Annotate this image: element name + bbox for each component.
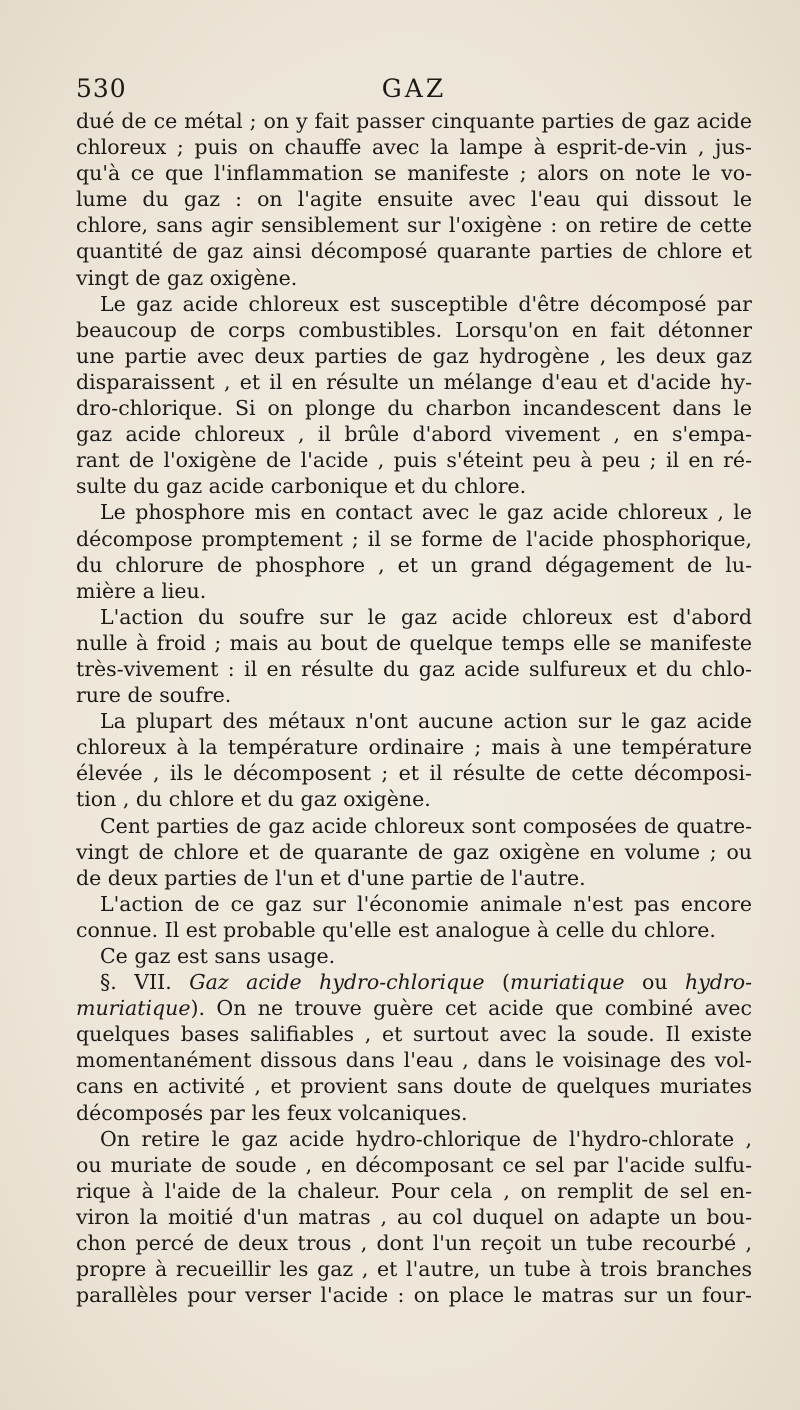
text-line: momentanément dissous dans l'eau , dans le voisinage des vol- — [76, 1048, 752, 1073]
text-line: Ce gaz est sans usage. — [100, 944, 336, 968]
text-line: viron la moitié d'un matras , au col duquel on adapte un bou- — [76, 1204, 752, 1229]
text-line: nulle à froid ; mais au bout de quelque temps elle se manifeste — [76, 630, 752, 655]
running-title: GAZ — [381, 74, 447, 103]
text-line: décomposés par les feux volcaniques. — [76, 1100, 468, 1125]
text-line: Le gaz acide chloreux est susceptible d'être décomposé par — [100, 291, 752, 316]
text-line: gaz acide chloreux , il brûle d'abord vivement , en s'empa- — [76, 422, 752, 447]
text-line: disparaissent , et il en résulte un mélange d'eau et d'acide hy- — [76, 369, 752, 394]
text-line: décompose promptement ; il se forme de l'acide phosphorique, — [76, 526, 752, 551]
text-line: propre à recueillir les gaz , et l'autre, un tube à trois branches — [76, 1257, 752, 1282]
text-line: chloreux ; puis on chauffe avec la lampe à esprit-de-vin , jus- — [76, 135, 752, 160]
text-line: beaucoup de corps combustibles. Lorsqu'on en fait détonner — [76, 317, 752, 342]
text-line: lume du gaz : on l'agite ensuite avec l'eau qui dissout le — [76, 187, 752, 212]
text-line: vingt de chlore et de quarante de gaz oxigène en volume ; ou — [76, 839, 752, 864]
text-line: cans en activité , et provient sans doute de quelques muriates — [76, 1074, 752, 1099]
text-line: dro-chlorique. Si on plonge du charbon incandescent dans le — [76, 396, 752, 421]
text-line: connue. Il est probable qu'elle est analogue à celle du chlore. — [76, 917, 716, 942]
text-line: La plupart des métaux n'ont aucune action sur le gaz acide — [100, 709, 752, 734]
text-line: de deux parties de l'un et d'une partie de l'autre. — [76, 865, 586, 890]
text-line: une partie avec deux parties de gaz hydrogène , les deux gaz — [76, 343, 752, 368]
text-line: rique à l'aide de la chaleur. Pour cela , on remplit de sel en- — [76, 1178, 752, 1203]
text-line: rant de l'oxigène de l'acide , puis s'éteint peu à peu ; il en ré- — [76, 448, 752, 473]
text-line: ou muriate de soude , en décomposant ce sel par l'acide sulfu- — [76, 1152, 752, 1177]
text-line: quelques bases salifiables , et surtout avec la soude. Il existe — [76, 1022, 752, 1047]
text-line: chloreux à la température ordinaire ; mais à une température — [76, 735, 752, 760]
text-line: Le phosphore mis en contact avec le gaz acide chloreux , le — [100, 500, 752, 525]
text-line: quantité de gaz ainsi décomposé quarante parties de chlore et — [76, 239, 752, 264]
page-header — [76, 74, 752, 110]
text-line: L'action du soufre sur le gaz acide chloreux est d'abord — [100, 604, 752, 629]
text-line: Cent parties de gaz acide chloreux sont composées de quatre- — [100, 813, 752, 838]
text-line: parallèles pour verser l'acide : on place le matras sur un four- — [76, 1283, 752, 1308]
text-line: très-vivement : il en résulte du gaz acide sulfureux et du chlo- — [76, 656, 752, 681]
text-line: §. VII. Gaz acide hydro-chlorique (muriatique ou hydro- — [100, 970, 752, 995]
text-line: muriatique). On ne trouve guère cet acide que combiné avec — [76, 996, 752, 1021]
text-line: élevée , ils le décomposent ; et il résulte de cette décomposi- — [76, 761, 752, 786]
text-line: tion , du chlore et du gaz oxigène. — [76, 787, 431, 812]
text-line: chlore, sans agir sensiblement sur l'oxigène : on retire de cette — [76, 213, 752, 238]
text-line: On retire le gaz acide hydro-chlorique de l'hydro-chlorate , — [100, 1126, 752, 1151]
text-line: sulte du gaz acide carbonique et du chlore. — [76, 474, 527, 499]
text-line: dué de ce métal ; on y fait passer cinquante parties de gaz acide — [76, 109, 752, 133]
text-line: qu'à ce que l'inflammation se manifeste ; alors on note le vo- — [76, 161, 752, 186]
text-line: du chlorure de phosphore , et un grand dégagement de lu- — [76, 552, 752, 577]
text-line: L'action de ce gaz sur l'économie animale n'est pas encore — [100, 891, 752, 916]
text-line: rure de soufre. — [76, 683, 232, 708]
text-line: mière a lieu. — [76, 578, 207, 603]
page-number: 530 — [76, 74, 127, 103]
text-line: vingt de gaz oxigène. — [76, 265, 298, 290]
text-line: chon percé de deux trous , dont l'un reçoit un tube recourbé , — [76, 1231, 752, 1256]
body-text — [76, 108, 752, 1308]
